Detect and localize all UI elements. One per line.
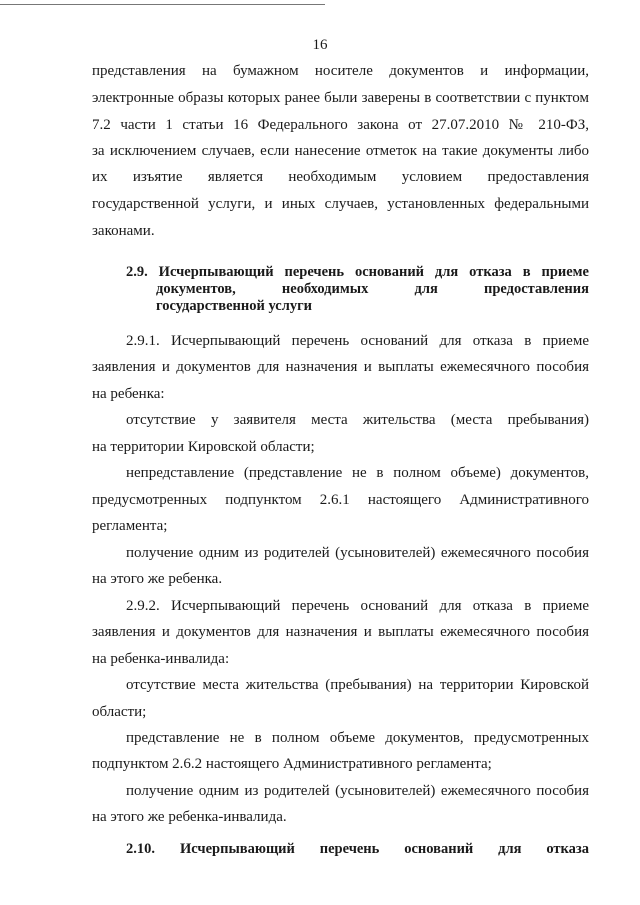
section-number: 2.10. <box>126 841 155 857</box>
text-line: на ребенка-инвалида: <box>92 651 230 667</box>
text-line: получение одним из родителей (усыновителей) ежемесячного пособия <box>126 545 589 561</box>
page-number: 16 <box>312 37 328 53</box>
text-line: непредставление (представление не в полном объеме) документов, <box>126 465 589 481</box>
text-line: отсутствие у заявителя места жительства (места пребывания) <box>126 412 589 428</box>
text-line: на этого же ребенка-инвалида. <box>92 809 287 825</box>
top-rule <box>0 4 325 5</box>
section-heading-2-10 <box>126 838 589 860</box>
text-line: представления на бумажном носителе документов и информации, <box>92 63 589 79</box>
heading-text: Исчерпывающий перечень оснований для отказа <box>180 841 589 857</box>
heading-line: государственной услуги <box>156 298 313 314</box>
text-line: заявления и документов для назначения и выплаты ежемесячного пособия <box>92 359 589 375</box>
text-line: 7.2 части 1 статьи 16 Федерального закона от 27.07.2010 № 210-ФЗ, <box>92 117 589 133</box>
text-line: их изъятие является необходимым условием предоставления <box>92 169 589 185</box>
text-line: подпунктом 2.6.2 настоящего Административного регламента; <box>92 756 492 772</box>
text-line: государственной услуги, и иных случаев, установленных федеральными <box>92 196 589 212</box>
text-line: заявления и документов для назначения и выплаты ежемесячного пособия <box>92 624 589 640</box>
text-line: за исключением случаев, если нанесение отметок на такие документы либо <box>92 143 589 159</box>
text-line: получение одним из родителей (усыновителей) ежемесячного пособия <box>126 783 589 799</box>
text-line: на этого же ребенка. <box>92 571 223 587</box>
text-line: представление не в полном объеме документов, предусмотренных <box>126 730 589 746</box>
text-line: 2.9.1. Исчерпывающий перечень оснований для отказа в приеме <box>126 333 589 349</box>
text-line: 2.9.2. Исчерпывающий перечень оснований для отказа в приеме <box>126 598 589 614</box>
text-line: на ребенка: <box>92 386 165 402</box>
heading-line: 2.9. Исчерпывающий перечень оснований для отказа в приеме <box>126 264 589 280</box>
heading-line: документов, необходимых для предоставления <box>156 281 589 297</box>
text-line: электронные образы которых ранее были заверены в соответствии с пунктом <box>92 90 589 106</box>
text-line: предусмотренных подпунктом 2.6.1 настоящего Административного <box>92 492 589 508</box>
text-line: регламента; <box>92 518 168 534</box>
text-line: области; <box>92 704 147 720</box>
text-line: законами. <box>92 223 155 239</box>
text-line: на территории Кировской области; <box>92 439 315 455</box>
text-line: отсутствие места жительства (пребывания) на территории Кировской <box>126 677 589 693</box>
